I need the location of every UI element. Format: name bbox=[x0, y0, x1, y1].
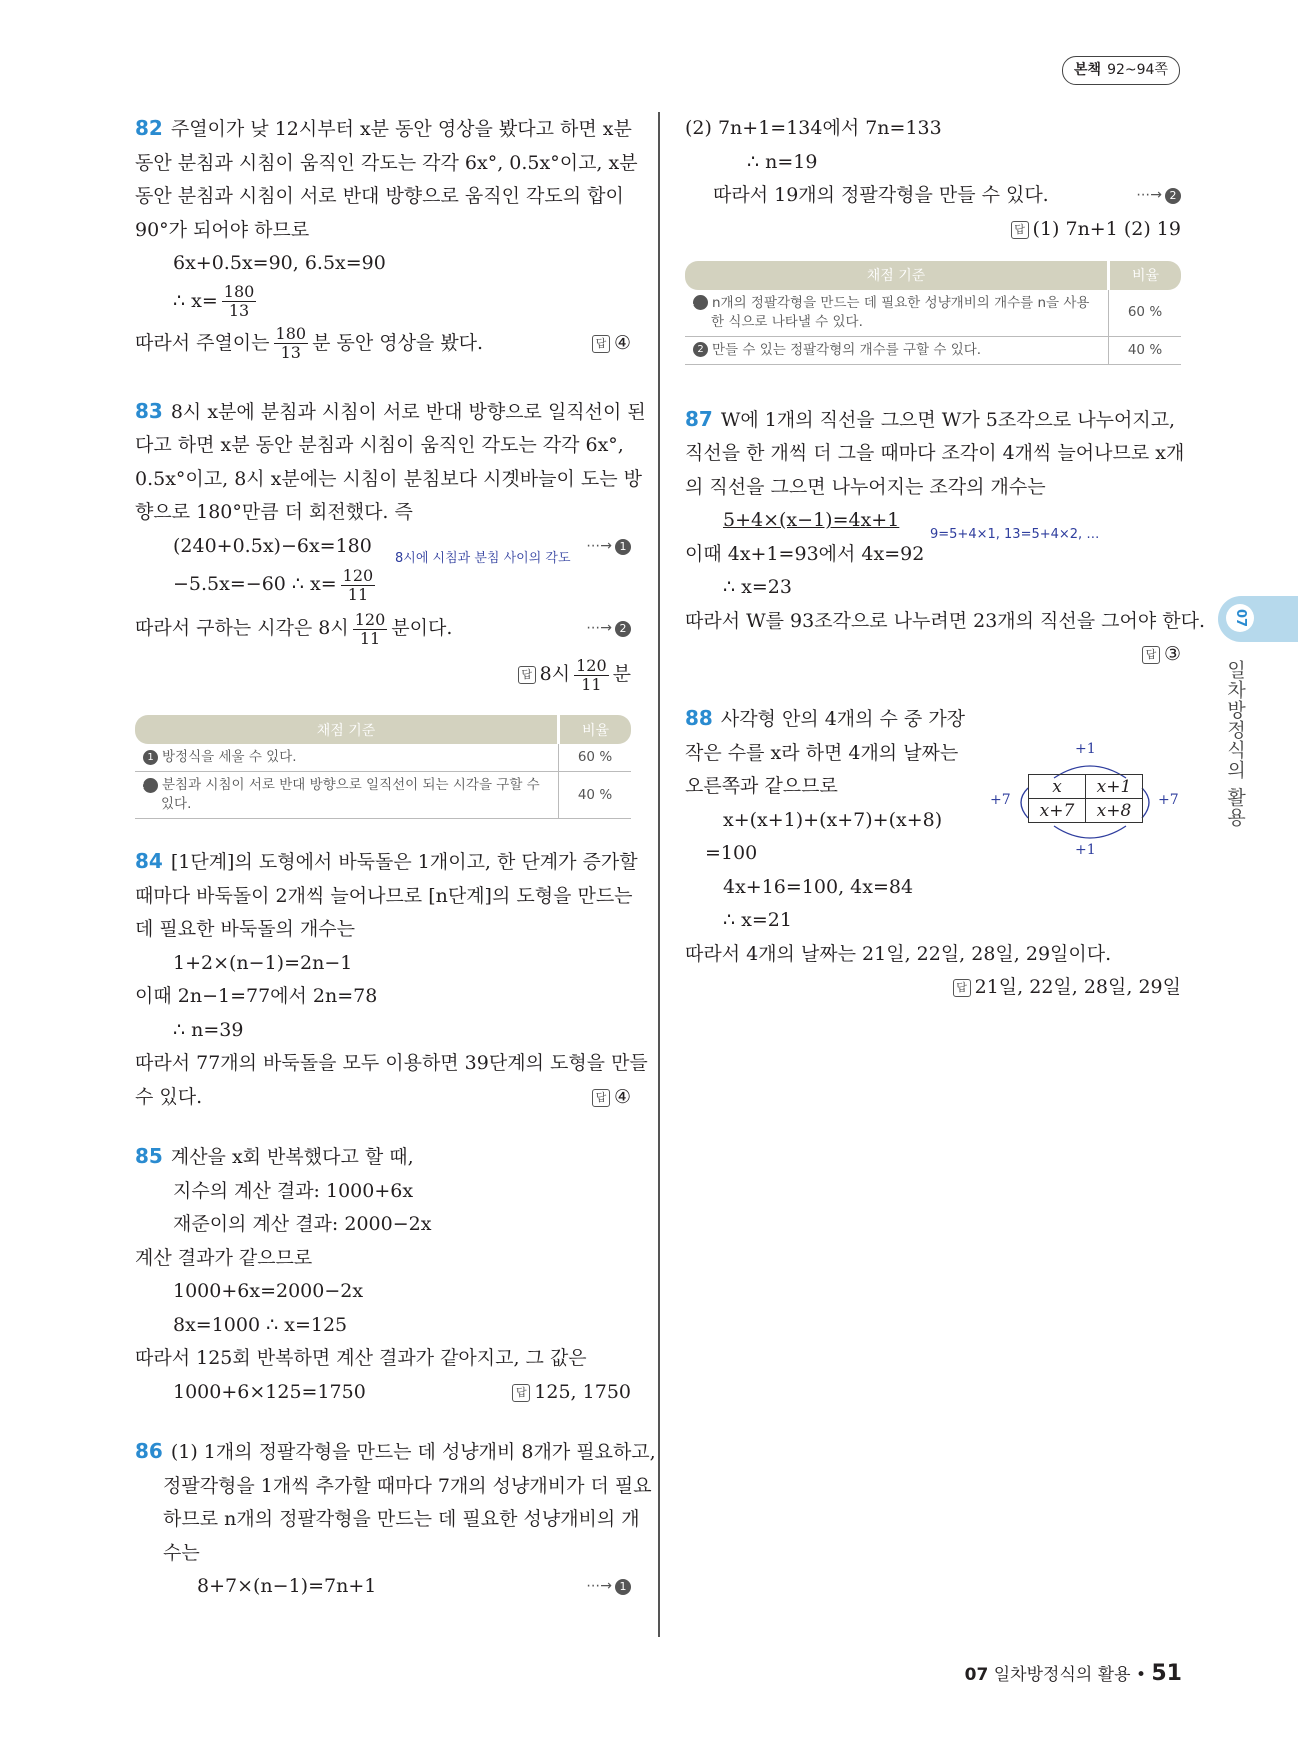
table-row: 1 n개의 정팔각형을 만드는 데 필요한 성냥개비의 개수를 n을 사용한 식으로 나타낼 수 있다. 60 % bbox=[685, 290, 1181, 337]
conclusion: 따라서 구하는 시각은 8시 bbox=[135, 617, 349, 639]
answer-icon: 답 bbox=[518, 666, 536, 684]
fraction: $\frac{180}{13}$ bbox=[223, 282, 255, 320]
text-line: 하므로 n개의 정팔각형을 만드는 데 필요한 성냥개비의 개 bbox=[163, 1508, 640, 1530]
answer: 답 (1) 7n+1 (2) 19 bbox=[1011, 213, 1181, 247]
equation: ∴ x=21 bbox=[723, 909, 792, 931]
diagram-label: +1 bbox=[1075, 741, 1096, 757]
problem-86-continued bbox=[685, 112, 1181, 365]
conclusion: 분이다. bbox=[391, 617, 453, 639]
text-line: 주열이가 낮 12시부터 x분 동안 영상을 봤다고 하면 x분 bbox=[170, 118, 632, 140]
diagram-label: +7 bbox=[990, 792, 1011, 808]
text-line: 수 있다. bbox=[135, 1085, 203, 1108]
annotation: 9=5+4×1, 13=5+4×2, … bbox=[930, 527, 1100, 542]
text-line: 데 필요한 바둑돌의 개수는 bbox=[135, 918, 356, 940]
text-line: 직선을 한 개씩 더 그을 때마다 조각이 4개씩 늘어나므로 x개 bbox=[685, 442, 1185, 464]
step-marker: ⋯→ 2 bbox=[586, 605, 631, 651]
text-line: 따라서 4개의 날짜는 21일, 22일, 28일, 29일이다. bbox=[685, 942, 1112, 965]
fraction: $\frac{120}{11}$ bbox=[354, 609, 386, 648]
table-header: 비율 bbox=[559, 715, 632, 744]
fraction: $\frac{120}{11}$ bbox=[342, 565, 374, 604]
equation: 1000+6×125=1750 bbox=[173, 1380, 366, 1403]
chapter-tab bbox=[1218, 596, 1298, 642]
grid-cell: x bbox=[1029, 775, 1086, 799]
text-line: 의 직선을 그으면 나누어지는 조각의 개수는 bbox=[685, 475, 1046, 498]
annotation: 8시에 시침과 분침 사이의 각도 bbox=[395, 550, 571, 566]
text-line: 오른쪽과 같으므로 bbox=[685, 775, 838, 797]
text-line: 따라서 77개의 바둑돌을 모두 이용하면 39단계의 도형을 만들 bbox=[135, 1052, 648, 1074]
step-1-icon: 1 bbox=[615, 1579, 631, 1595]
problem-number: 86 bbox=[135, 1439, 163, 1463]
page-number: 51 bbox=[1151, 1661, 1182, 1686]
answer-icon: 답 bbox=[1011, 221, 1029, 239]
table-header: 채점 기준 bbox=[135, 715, 559, 744]
chapter-number: 07 bbox=[1226, 604, 1254, 632]
equation: ∴ x= bbox=[173, 289, 218, 312]
answer: 답 ④ bbox=[592, 1081, 631, 1115]
equation: 1+2×(n−1)=2n−1 bbox=[173, 951, 353, 974]
table-row: 1 방정식을 세울 수 있다. 60 % bbox=[135, 744, 631, 772]
table-row: 2 분침과 시침이 서로 반대 방향으로 일직선이 되는 시각을 구할 수 있다. 40 % bbox=[135, 772, 631, 819]
footer-title: 일차방정식의 활용 bbox=[993, 1665, 1131, 1685]
text-line: 사각형 안의 4개의 수 중 가장 bbox=[720, 708, 966, 730]
text-line: 계산 결과가 같으므로 bbox=[135, 1246, 313, 1269]
text-line: 8시 x분에 분침과 시침이 서로 반대 방향으로 일직선이 된 bbox=[170, 400, 646, 423]
answer-icon: 답 bbox=[512, 1384, 530, 1402]
text-line: 다고 하면 x분 동안 분침과 시침이 움직인 각도는 각각 6x°, bbox=[135, 434, 624, 456]
book-label: 본책 bbox=[1074, 62, 1102, 78]
answer: 답 ④ bbox=[592, 321, 631, 365]
grid-cell: x+7 bbox=[1029, 799, 1086, 823]
conclusion: 분 동안 영상을 봤다. bbox=[312, 331, 484, 354]
step-1-icon: 1 bbox=[615, 539, 631, 555]
answer-icon: 답 bbox=[592, 1089, 610, 1107]
problem-number: 83 bbox=[135, 398, 163, 423]
table-header: 비율 bbox=[1109, 261, 1182, 290]
text-line: 따라서 19개의 정팔각형을 만들 수 있다. bbox=[713, 184, 1049, 206]
right-column bbox=[685, 112, 1205, 1005]
text-line: 수는 bbox=[163, 1541, 200, 1564]
equation: 이때 4x+1=93에서 4x=92 bbox=[685, 542, 925, 565]
problem-number: 82 bbox=[135, 116, 163, 140]
problem-85 bbox=[135, 1140, 631, 1409]
text-line: 때마다 바둑돌이 2개씩 늘어나므로 [n단계]의 도형을 만드는 bbox=[135, 884, 633, 907]
problem-number: 84 bbox=[135, 849, 163, 873]
problem-number: 85 bbox=[135, 1144, 163, 1168]
book-reference-pill bbox=[1062, 56, 1180, 85]
date-grid bbox=[1028, 774, 1143, 823]
grid-cell: x+8 bbox=[1086, 799, 1143, 823]
text-line: 재준이의 계산 결과: 2000−2x bbox=[173, 1213, 432, 1235]
text-line: 따라서 125회 반복하면 계산 결과가 같아지고, 그 값은 bbox=[135, 1347, 587, 1369]
answer: 답 ③ bbox=[1142, 638, 1181, 672]
step-2-icon: 2 bbox=[1165, 188, 1181, 204]
text-line: 정팔각형을 1개씩 추가할 때마다 7개의 성냥개비가 더 필요 bbox=[163, 1474, 652, 1497]
equation: 8x=1000 ∴ x=125 bbox=[173, 1313, 348, 1336]
problem-82 bbox=[135, 112, 638, 365]
equation: 4x+16=100, 4x=84 bbox=[723, 875, 914, 898]
problem-87 bbox=[685, 403, 1205, 673]
equation: (2) 7n+1=134에서 7n=133 bbox=[685, 117, 942, 139]
answer-icon: 답 bbox=[592, 335, 610, 353]
diagram-label: +7 bbox=[1158, 792, 1179, 808]
equation: =100 bbox=[705, 842, 758, 864]
text-line: W에 1개의 직선을 그으면 W가 5조각으로 나누어지고, bbox=[720, 408, 1176, 431]
problem-83 bbox=[135, 395, 646, 820]
equation: 8+7×(n−1)=7n+1 bbox=[197, 1575, 377, 1597]
left-column bbox=[135, 112, 656, 1604]
step-2-icon: 2 bbox=[615, 621, 631, 637]
answer: 답 125, 1750 bbox=[512, 1376, 631, 1410]
equation: −5.5x=−60 ∴ x= bbox=[173, 573, 337, 595]
step-marker: ⋯→ 1 bbox=[586, 1570, 631, 1604]
problem-84 bbox=[135, 845, 648, 1114]
equation: 5+4×(x−1)=4x+1 bbox=[723, 509, 900, 531]
equation: ∴ n=19 bbox=[747, 150, 818, 173]
text-line: 지수의 계산 결과: 1000+6x bbox=[173, 1179, 414, 1202]
text-line: 작은 수를 x라 하면 4개의 날짜는 bbox=[685, 741, 959, 764]
chapter-side-title: 일차방정식의 활용 bbox=[1224, 660, 1246, 828]
step-marker: ⋯→ 2 bbox=[1136, 179, 1181, 213]
fraction: $\frac{180}{13}$ bbox=[275, 324, 307, 362]
text-line: 향으로 180°만큼 더 회전했다. 즉 bbox=[135, 501, 413, 523]
footer-chapter: 07 bbox=[964, 1665, 989, 1685]
equation: x+(x+1)+(x+7)+(x+8) bbox=[723, 808, 943, 831]
conclusion: 따라서 주열이는 bbox=[135, 331, 270, 354]
text-line: 동안 분침과 시침이 서로 반대 방향으로 움직인 각도의 합이 bbox=[135, 185, 624, 207]
table-row: 2 만들 수 있는 정팔각형의 개수를 구할 수 있다. 40 % bbox=[685, 336, 1181, 364]
text-line: 동안 분침과 시침이 움직인 각도는 각각 6x°, 0.5x°이고, x분 bbox=[135, 151, 638, 174]
problem-number: 87 bbox=[685, 406, 713, 431]
equation: 6x+0.5x=90, 6.5x=90 bbox=[173, 252, 386, 274]
page-footer bbox=[965, 1660, 1182, 1686]
text-line: 0.5x°이고, 8시 x분에는 시침이 분침보다 시곗바늘이 도는 방 bbox=[135, 467, 642, 490]
equation: 이때 2n−1=77에서 2n=78 bbox=[135, 985, 378, 1007]
answer: 답 8시 $\frac{120}{11}$ 분 bbox=[518, 651, 631, 697]
table-header: 채점 기준 bbox=[685, 261, 1109, 290]
grading-table bbox=[685, 261, 1181, 365]
answer-icon: 답 bbox=[953, 979, 971, 997]
step-marker: ⋯→ 1 bbox=[586, 530, 631, 564]
answer-icon: 답 bbox=[1142, 646, 1160, 664]
page-range: 92~94쪽 bbox=[1107, 62, 1168, 78]
text-line: [1단계]의 도형에서 바둑돌은 1개이고, 한 단계가 증가할 bbox=[170, 851, 638, 873]
diagram-label: +1 bbox=[1075, 842, 1096, 858]
problem-86 bbox=[135, 1435, 656, 1604]
text-line: (1) 1개의 정팔각형을 만드는 데 성냥개비 8개가 필요하고, bbox=[170, 1441, 656, 1463]
answer: 답 21일, 22일, 28일, 29일 bbox=[953, 971, 1181, 1005]
text-line: 계산을 x회 반복했다고 할 때, bbox=[170, 1146, 414, 1168]
text-line: 따라서 W를 93조각으로 나누려면 23개의 직선을 그어야 한다. bbox=[685, 609, 1205, 632]
equation: ∴ x=23 bbox=[723, 576, 792, 598]
grid-cell: x+1 bbox=[1086, 775, 1143, 799]
text-line: 90°가 되어야 하므로 bbox=[135, 218, 310, 241]
footer-separator: • bbox=[1135, 1665, 1146, 1685]
equation: (240+0.5x)−6x=180 bbox=[173, 534, 372, 557]
column-divider bbox=[658, 112, 660, 1637]
equation: ∴ n=39 bbox=[173, 1018, 244, 1041]
problem-number: 88 bbox=[685, 706, 713, 730]
grading-table bbox=[135, 715, 631, 819]
equation: 1000+6x=2000−2x bbox=[173, 1280, 364, 1302]
